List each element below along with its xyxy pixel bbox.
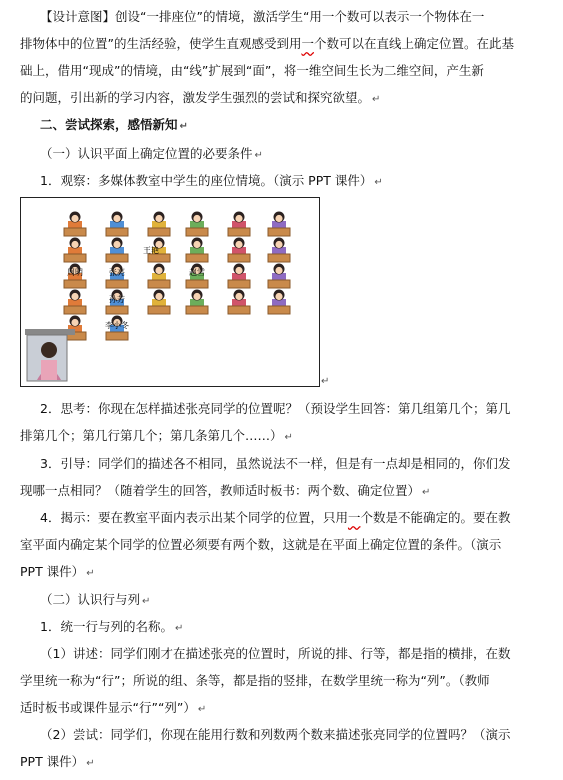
section-heading [40, 116, 188, 136]
sub2-p2-text-1: （2）尝试：同学们，你现在能用行数和列数两个数来描述张亮同学的位置吗？（演示 [40, 727, 511, 742]
intro-line-1 [40, 8, 484, 26]
item-1-text: 1．观察：多媒体教室中学生的座位情境。（演示 PPT 课件） [40, 173, 373, 188]
name-label-lixiaodong: 李小冬 [105, 321, 129, 330]
paragraph-mark-icon: ↵ [422, 487, 431, 498]
section-heading-text: 二、尝试探索，感悟新知 [40, 117, 178, 132]
student-desk [228, 290, 250, 315]
sub2-p1-text-3: 适时板书或课件显示“行”“列”） [20, 700, 196, 715]
item-4-line-2 [20, 536, 501, 554]
student-desk [268, 212, 290, 237]
subsection-1-title [40, 145, 263, 165]
name-label-zhouming: 周明 [67, 268, 83, 277]
paragraph-mark-icon: ↵ [86, 568, 95, 579]
item-3-text-2: 现哪一点相同？（随着学生的回答，教师适时板书：两个数、确定位置） [20, 483, 421, 498]
name-label-zhangliang: 张亮 [109, 268, 125, 277]
item-2-text-2: 排第几个；第几行第几个；第几条第几个……） [20, 428, 283, 443]
item-4-text-1c: 个数是不能确定的。要在教 [360, 510, 511, 525]
item-2-line-2 [20, 427, 293, 447]
intro-line-2 [20, 35, 514, 53]
item-1 [40, 172, 383, 192]
item-3-text-1: 3．引导：同学们的描述各不相同，虽然说法不一样，但是有一点却是相同的，你们发 [40, 456, 511, 471]
intro-text-2a: 排物体中的位置”的生活经验，使学生直观感受到用 [20, 36, 302, 51]
student-desk [186, 238, 208, 263]
item-2-line-1 [40, 400, 510, 418]
sub2-p1-text-1: （1）讲述：同学们刚才在描述张亮的位置时，所说的排、行等，都是指的横排，在数 [40, 646, 511, 661]
paragraph-mark-icon: ↵ [179, 121, 188, 132]
sub2-p1-line-1 [40, 645, 510, 663]
spellcheck-flag: 一 [347, 510, 361, 525]
subsection-2-title [40, 591, 150, 611]
item-4-text-2: 室平面内确定某个同学的位置必须要有两个数，这就是在平面上确定位置的条件。（演示 [20, 537, 502, 552]
classroom-illustration [20, 197, 320, 387]
student-desk [228, 264, 250, 289]
item-3-line-2 [20, 482, 430, 502]
subsection-2-text: （二）认识行与列 [40, 592, 141, 607]
sub2-p1-text-2: 学里统一称为“行”；所说的组、条等，都是指的竖排，在数学里统一称为“列”。（教师 [20, 673, 490, 688]
sub2-p2-text-2: PPT 课件） [20, 754, 85, 769]
sub2-p2-line-2 [20, 753, 95, 773]
intro-line-3 [20, 62, 484, 80]
student-desk [186, 290, 208, 315]
student-desk [64, 238, 86, 263]
subsection-1-text: （一）认识平面上确定位置的必要条件 [40, 146, 253, 161]
student-desk [148, 212, 170, 237]
sub2-p1-line-3 [20, 699, 206, 719]
intro-line-4 [20, 89, 380, 109]
item-2-text-1: 2．思考：你现在怎样描述张亮同学的位置呢？（预设学生回答：第几组第几个；第几 [40, 401, 511, 416]
student-desk [268, 264, 290, 289]
intro-text-3: 础上，借用“现成”的情境，由“线”扩展到“面”，将一维空间生长为二维空间，产生新 [20, 63, 484, 78]
paragraph-mark-icon: ↵ [174, 623, 184, 634]
spellcheck-flag: 一 [301, 36, 314, 51]
student-desk [268, 290, 290, 315]
student-desk [148, 290, 170, 315]
name-labels [67, 245, 205, 330]
paragraph-mark-icon: ↵ [284, 432, 293, 443]
name-label-zhaoxue: 赵雪 [189, 268, 205, 277]
sub2-p1-line-2 [20, 672, 490, 690]
item-4-text-1a: 4．揭示：要在教室平面内表示出某个同学的位置，只用 [40, 510, 348, 525]
sub2-p2-line-1 [40, 726, 510, 744]
student-desk [228, 238, 250, 263]
intro-text-4: 的问题，引出新的学习内容，激发学生强烈的尝试和探究欲望。 [20, 90, 371, 105]
paragraph-mark-icon: ↵ [372, 94, 381, 105]
student-desk [268, 238, 290, 263]
classroom-svg [21, 198, 319, 386]
student-desk [106, 238, 128, 263]
sub2-item-1 [40, 618, 183, 638]
student-desk [106, 212, 128, 237]
paragraph-mark-icon: ↵ [321, 376, 330, 387]
intro-text-1: 【设计意图】创设“一排座位”的情境，激活学生“用一个数可以表示一个物体在一 [40, 9, 485, 24]
name-label-wangyan: 王艳 [143, 246, 159, 255]
paragraph-mark-icon: ↵ [86, 758, 95, 769]
sub2-item-1-text: 1．统一行与列的名称。 [40, 619, 173, 634]
student-desk [148, 264, 170, 289]
student-desk [186, 212, 208, 237]
name-label-sunfang: 孙芳 [109, 295, 125, 304]
student-desk [228, 212, 250, 237]
item-4-line-1 [40, 509, 511, 527]
student-desk [64, 290, 86, 315]
item-4-line-3 [20, 563, 95, 583]
teacher-figure [25, 329, 75, 381]
paragraph-mark-icon: ↵ [142, 596, 151, 607]
paragraph-mark-icon: ↵ [254, 150, 263, 161]
student-desk [64, 212, 86, 237]
paragraph-mark-icon: ↵ [374, 177, 383, 188]
intro-text-2c: 个数可以在直线上确定位置。在此基 [314, 36, 515, 51]
item-4-text-3: PPT 课件） [20, 564, 85, 579]
item-3-line-1 [40, 455, 510, 473]
paragraph-mark-icon: ↵ [197, 704, 207, 715]
